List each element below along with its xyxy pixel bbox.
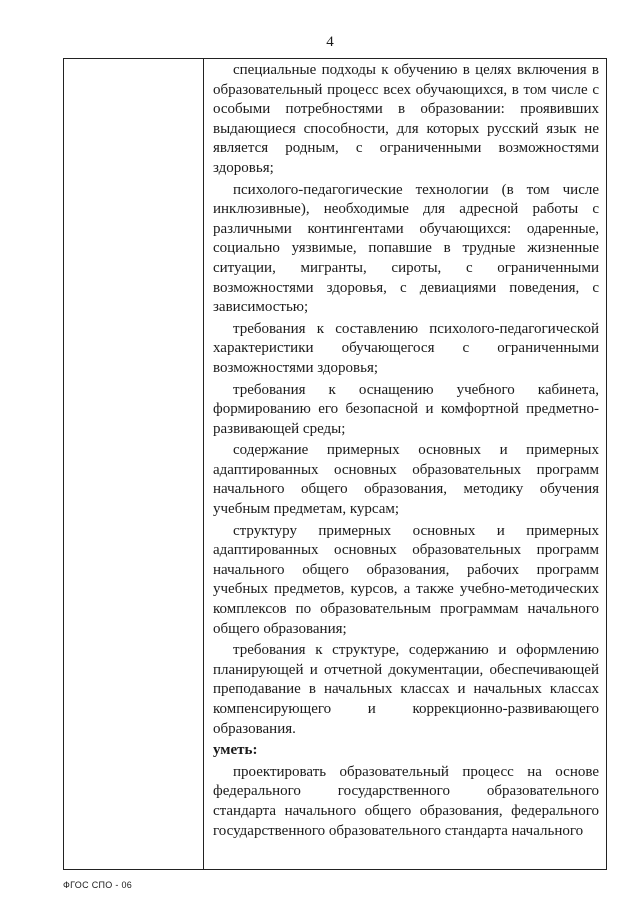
paragraph-program-structure: структуру примерных основных и примерных адаптированных основных образовательных программ начального общего образования, рабочих программ учебных предметов, курсов, а также учебно-методических комплексов по образовательным программам начального общего образования; <box>213 522 599 637</box>
content-table <box>63 58 607 870</box>
paragraph-special-approaches: специальные подходы к обучению в целях включения в образовательный процесс всех обучающихся, в том числе с особыми потребностями в образовании: проявивших выдающиеся способности, для которых русский язык не является родным, с ограниченными возможностями здоровья; <box>213 62 599 176</box>
footer-label: ФГОС СПО - 06 <box>63 880 133 890</box>
paragraph-characteristic-requirements: требования к составлению психолого-педагогической характеристики обучающегося с ограниченными возможностями здоровья; <box>213 320 599 376</box>
paragraph-psych-technologies: психолого-педагогические технологии (в том числе инклюзивные), необходимые для адресной работы с различными контингентами обучающихся: одаренные, социально уязвимые, попавшие в трудные жизненные ситуации, мигранты, сироты, с ограниченными возможностями здоровья, с девиациями поведения, с зависимостью; <box>213 181 599 316</box>
page-number: 4 <box>326 34 334 50</box>
paragraph-design-process: проектировать образовательный процесс на основе федерального государственного образовательного стандарта начального общего образования, федерального государственного образовательного стандарта начального <box>213 763 599 839</box>
paragraph-documentation-requirements: требования к структуре, содержанию и оформлению планирующей и отчетной документации, обеспечивающей преподавание в начальных классах и начальных классах компенсирующего и коррекционно-развивающего образования. <box>213 642 599 737</box>
paragraph-classroom-requirements: требования к оснащению учебного кабинета, формированию его безопасной и комфортной предметно-развивающей среды; <box>213 381 599 437</box>
paragraph-program-content: содержание примерных основных и примерных адаптированных основных образовательных программ начального общего образования, методику обучения учебным предметам, курсам; <box>213 442 599 518</box>
subheading-skills: уметь: <box>213 742 258 759</box>
column-divider <box>203 59 204 869</box>
content-cell <box>213 61 599 841</box>
